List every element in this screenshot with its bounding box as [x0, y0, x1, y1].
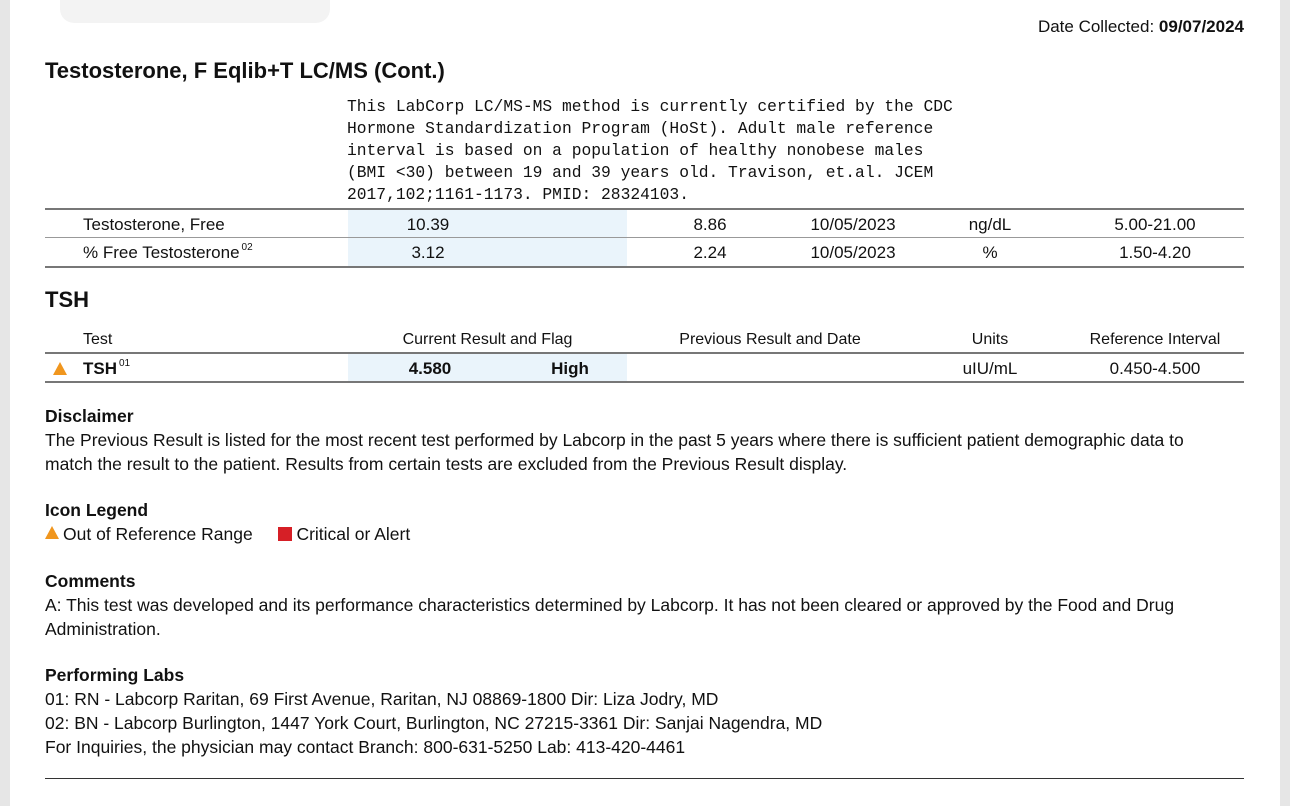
reference-interval: 0.450-4.500	[1109, 359, 1201, 378]
table-rule	[45, 381, 1244, 383]
reference-interval: 1.50-4.20	[1119, 243, 1191, 262]
previous-date: 10/05/2023	[810, 243, 896, 262]
table-row	[45, 210, 1244, 238]
lab-footnote: 02	[241, 242, 253, 253]
note-line: 2017,102;1161-1173. PMID: 28324103.	[347, 185, 689, 204]
out-of-range-icon	[45, 526, 59, 539]
col-previous: Previous Result and Date	[679, 331, 861, 348]
test-name	[83, 243, 253, 263]
previous-result: 2.24	[693, 243, 727, 262]
testosterone-title: Testosterone, F Eqlib+T LC/MS (Cont.)	[45, 58, 445, 83]
date-collected-value: 09/07/2024	[1158, 17, 1244, 36]
date-collected	[1038, 17, 1244, 37]
comment-line: Administration.	[45, 619, 161, 639]
reference-interval: 5.00-21.00	[1114, 215, 1196, 234]
performing-labs	[45, 663, 1244, 759]
disclaimer	[45, 404, 1244, 476]
table-row	[45, 354, 1244, 382]
disclaimer-line: match the result to the patient. Results from certain tests are excluded from the Previous Result display.	[45, 454, 848, 474]
note-line: This LabCorp LC/MS-MS method is currently certified by the CDC	[347, 97, 953, 116]
comments-heading: Comments	[45, 571, 136, 591]
labs-heading: Performing Labs	[45, 665, 185, 685]
lab-footnote: 01	[119, 358, 131, 369]
table-row	[45, 238, 1244, 266]
current-result: 3.12	[411, 243, 445, 262]
out-of-range-icon	[53, 362, 67, 375]
current-result: 10.39	[406, 215, 450, 234]
legend-critical: Critical or Alert	[296, 524, 411, 544]
disclaimer-line: The Previous Result is listed for the most recent test performed by Labcorp in the past 5 years where there is sufficient patient demographic data to	[45, 430, 1184, 450]
legend-heading: Icon Legend	[45, 500, 149, 520]
lab-line: 01: RN - Labcorp Raritan, 69 First Avenue, Raritan, NJ 08869-1800 Dir: Liza Jodry, MD	[45, 689, 719, 709]
legend-out-of-range: Out of Reference Range	[63, 524, 253, 544]
date-collected-label: Date Collected:	[1037, 17, 1155, 36]
test-name-text: TSH	[83, 359, 117, 378]
lab-line: For Inquiries, the physician may contact Branch: 800-631-5250 Lab: 413-420-4461	[45, 737, 686, 757]
top-tab-shape	[60, 0, 330, 23]
table-header	[45, 326, 1244, 354]
disclaimer-heading: Disclaimer	[45, 406, 134, 426]
note-line: (BMI <30) between 19 and 39 years old. Travison, et.al. JCEM	[347, 163, 934, 182]
tsh-title: TSH	[45, 287, 89, 312]
units: uIU/mL	[962, 359, 1018, 378]
icon-legend	[45, 498, 1244, 546]
col-current: Current Result and Flag	[402, 331, 573, 348]
bottom-rule	[45, 778, 1244, 779]
test-name-text: % Free Testosterone	[83, 243, 240, 262]
col-reference: Reference Interval	[1089, 331, 1221, 348]
previous-date: 10/05/2023	[810, 215, 896, 234]
units: %	[982, 243, 998, 262]
comments	[45, 569, 1244, 641]
col-units: Units	[971, 331, 1009, 348]
legend-items	[45, 522, 1244, 546]
note-line: interval is based on a population of healthy nonobese males	[347, 141, 924, 160]
test-name	[83, 359, 130, 379]
critical-alert-icon	[278, 527, 292, 541]
table-rule	[45, 266, 1244, 268]
current-result: 4.580	[408, 359, 452, 378]
note-line: Hormone Standardization Program (HoSt). Adult male reference	[347, 119, 934, 138]
lab-line: 02: BN - Labcorp Burlington, 1447 York Court, Burlington, NC 27215-3361 Dir: Sanjai Nagendra, MD	[45, 713, 823, 733]
col-test: Test	[83, 331, 113, 348]
previous-result: 8.86	[693, 215, 727, 234]
comment-line: A: This test was developed and its performance characteristics determined by Labcorp. It has not been cleared or approved by the Food and Drug	[45, 595, 1175, 615]
report-page	[10, 0, 1280, 806]
testosterone-note	[347, 96, 953, 206]
test-name: Testosterone, Free	[83, 215, 225, 234]
units: ng/dL	[968, 215, 1012, 234]
result-flag: High	[551, 359, 589, 378]
